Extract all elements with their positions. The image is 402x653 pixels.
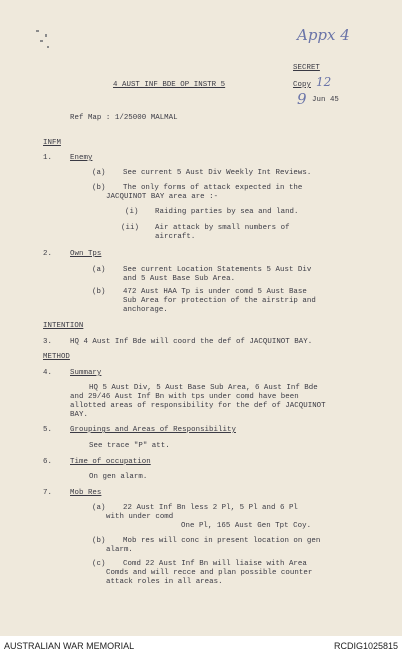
copy-label: Copy (293, 81, 311, 89)
staple-mark (40, 40, 43, 42)
para-number: 4. (43, 369, 52, 377)
para-text: and 29/46 Aust Inf Bn with tps under comd have been (70, 393, 299, 401)
sub-para-mark: (b) (92, 537, 106, 545)
sub-para-text: See current 5 Aust Div Weekly Int Reviews. (123, 169, 312, 177)
para-text: See trace "P" att. (89, 442, 170, 450)
para-number: 7. (43, 489, 52, 497)
sub-para-text: One Pl, 165 Aust Gen Tpt Coy. (181, 522, 312, 530)
document-title: 4 AUST INF BDE OP INSTR 5 (113, 81, 226, 89)
sub-para-mark: (c) (92, 560, 106, 568)
handwritten-appx-label: Appx 4 (297, 26, 350, 44)
para-title-time-of-occupation: Time of occupation (70, 458, 151, 466)
sub-para-mark: (b) (92, 184, 106, 192)
sub-para-mark: (b) (92, 288, 106, 296)
para-text: HQ 4 Aust Inf Bde will coord the def of JACQUINOT BAY. (70, 338, 313, 346)
sub-para-text: 22 Aust Inf Bn less 2 Pl, 5 Pl and 6 Pl (123, 504, 298, 512)
sub-para-text: anchorage. (123, 306, 168, 314)
sub-para-text: Sub Area for protection of the airstrip and (123, 297, 316, 305)
para-text: HQ 5 Aust Div, 5 Aust Base Sub Area, 6 Aust Inf Bde (89, 384, 318, 392)
para-number: 6. (43, 458, 52, 466)
para-title-enemy: Enemy (70, 154, 93, 162)
para-title-groupings: Groupings and Areas of Responsibility (70, 426, 236, 434)
sub-sub-para-text: Raiding parties by sea and land. (155, 208, 299, 216)
para-text: BAY. (70, 411, 88, 419)
sub-para-mark: (a) (92, 266, 106, 274)
para-title-own-tps: Own Tps (70, 250, 102, 258)
footer-institution: AUSTRALIAN WAR MEMORIAL (4, 641, 135, 651)
sub-sub-para-text: Air attack by small numbers of (155, 224, 290, 232)
sub-sub-para-text: aircraft. (155, 233, 196, 241)
para-number: 2. (43, 250, 52, 258)
para-title-mob-res: Mob Res (70, 489, 102, 497)
para-title-summary: Summary (70, 369, 102, 377)
section-heading-infm: INFM (43, 139, 61, 147)
footer-record-id: RCDIG1025815 (333, 641, 398, 651)
sub-para-text: and 5 Aust Base Sub Area. (123, 275, 236, 283)
sub-sub-para-mark: (i) (125, 208, 139, 216)
sub-para-text: The only forms of attack expected in the (123, 184, 303, 192)
sub-para-text: with under comd (106, 513, 174, 521)
para-text: On gen alarm. (89, 473, 148, 481)
sub-para-text: JACQUINOT BAY area are :- (106, 193, 219, 201)
para-number: 1. (43, 154, 52, 162)
sub-para-text: See current Location Statements 5 Aust Div (123, 266, 312, 274)
sub-para-text: alarm. (106, 546, 133, 554)
security-classification: SECRET (293, 64, 320, 72)
para-number: 3. (43, 338, 52, 346)
sub-para-text: Comd 22 Aust Inf Bn will liaise with Area (123, 560, 307, 568)
reference-map: Ref Map : 1/25000 MALMAL (70, 114, 178, 122)
section-heading-method: METHOD (43, 353, 70, 361)
sub-sub-para-mark: (ii) (121, 224, 139, 232)
sub-para-text: Comds and will recce and plan possible counter (106, 569, 313, 577)
section-heading-intention: INTENTION (43, 322, 84, 330)
sub-para-mark: (a) (92, 504, 106, 512)
para-text: allotted areas of responsibility for the def of JACQUINOT (70, 402, 326, 410)
staple-mark (45, 34, 47, 37)
sub-para-text: 472 Aust HAA Tp is under comd 5 Aust Base (123, 288, 307, 296)
sub-para-mark: (a) (92, 169, 106, 177)
document-date: Jun 45 (312, 96, 339, 104)
sub-para-text: attack roles in all areas. (106, 578, 223, 586)
handwritten-day: 9 (297, 90, 307, 108)
staple-mark (36, 30, 39, 32)
staple-mark (47, 46, 49, 48)
handwritten-copy-number: 12 (316, 75, 332, 89)
sub-para-text: Mob res will conc in present location on gen (123, 537, 321, 545)
para-number: 5. (43, 426, 52, 434)
